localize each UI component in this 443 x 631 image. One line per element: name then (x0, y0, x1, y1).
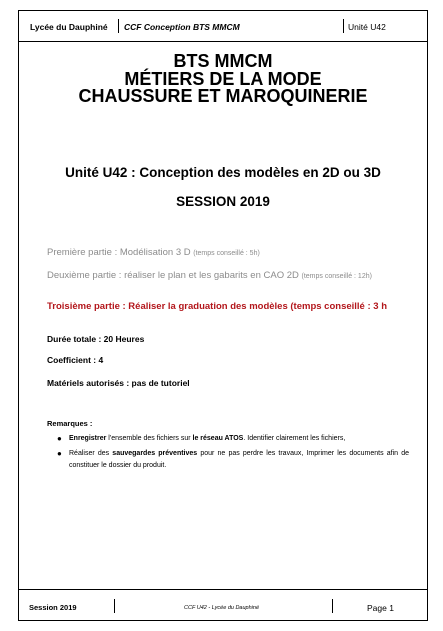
part-one-label: Première partie : Modélisation 3 D (47, 247, 194, 258)
part-one-time: (temps conseillé : 5h) (193, 250, 260, 257)
page-footer (19, 589, 427, 620)
part-one (47, 247, 260, 258)
footer-divider (332, 599, 333, 613)
footer-divider (114, 599, 115, 613)
header-divider (343, 19, 344, 33)
remark-bold: le réseau ATOS (192, 435, 244, 442)
remark-item (57, 448, 409, 472)
part-two (47, 270, 407, 283)
part-three: Troisième partie : Réaliser la graduation des modèles (temps conseillé : 3 h (47, 301, 388, 312)
remarks-title: Remarques : (47, 419, 93, 428)
bullet-icon: ● (57, 449, 62, 458)
part-two-label: Deuxième partie : réaliser le plan et les gabarits en CAO 2D (47, 270, 302, 281)
footer-center: CCF U42 - Lycée du Dauphiné (184, 605, 260, 611)
remark-bold: sauvegardes préventives (112, 450, 198, 457)
allowed-materials: Matériels autorisés : pas de tutoriel (47, 378, 190, 388)
document-page (18, 10, 428, 621)
title-line-2: MÉTIERS DE LA MODE (124, 69, 322, 89)
session-title: SESSION 2019 (176, 194, 270, 209)
header-school: Lycée du Dauphiné (30, 22, 108, 32)
remark-text: l'ensemble des fichiers sur (106, 435, 193, 442)
title-line-1: BTS MMCM (173, 51, 273, 71)
remark-item (57, 433, 409, 445)
title-line-3: CHAUSSURE ET MAROQUINERIE (78, 86, 368, 106)
remark-text: . Identifier clairement les fichiers, (243, 435, 346, 442)
remark-bold: Enregistrer (69, 435, 107, 442)
header-divider (118, 19, 119, 33)
total-duration: Durée totale : 20 Heures (47, 334, 145, 344)
footer-session: Session 2019 (29, 603, 77, 612)
remarks-list (57, 433, 409, 475)
page-header (19, 11, 427, 42)
header-ccf: CCF Conception BTS MMCM (124, 22, 240, 32)
remark-text: Réaliser des (69, 450, 113, 457)
part-two-time: (temps conseillé : 12h) (301, 273, 372, 280)
remark-text: pour ne pas perdre les travaux, Imprimer les documents afin de constituer le dossier du produit. (69, 450, 409, 469)
header-unit: Unité U42 (348, 22, 386, 32)
bullet-icon: ● (57, 434, 62, 443)
coefficient: Coefficient : 4 (47, 355, 104, 365)
unit-title: Unité U42 : Conception des modèles en 2D ou 3D (65, 165, 381, 180)
footer-page-number: Page 1 (367, 603, 394, 613)
